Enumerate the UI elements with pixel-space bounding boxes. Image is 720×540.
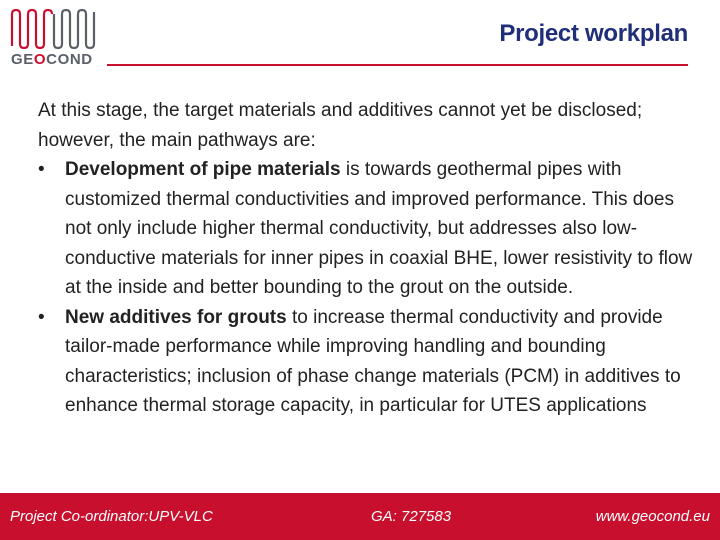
footer-bar bbox=[0, 493, 720, 540]
bullet-text: to increase thermal conductivity and provide tailor-made performance while improving handling and bounding characteristics; inclusion of phase change materials (PCM) in additives to enhance thermal storage capacity, in particular for UTES applications bbox=[65, 306, 681, 416]
bullet-heading: Development of pipe materials bbox=[65, 159, 341, 180]
logo-wordmark: GEOCOND bbox=[11, 51, 93, 68]
page-title: Project workplan bbox=[499, 20, 688, 47]
geocond-logo bbox=[6, 6, 102, 66]
footer-grant-agreement: GA: 727583 bbox=[371, 508, 452, 525]
geocond-wave-icon bbox=[6, 6, 102, 50]
pathway-list bbox=[38, 155, 698, 421]
bullet-heading: New additives for grouts bbox=[65, 306, 287, 328]
bullet-icon: • bbox=[38, 159, 45, 180]
intro-paragraph: At this stage, the target materials and additives cannot yet be disclosed; however, the main pathways are: bbox=[38, 100, 643, 151]
footer-website-link[interactable]: www.geocond.eu bbox=[595, 508, 710, 525]
list-item bbox=[38, 155, 698, 303]
footer-coordinator: Project Co-ordinator:UPV-VLC bbox=[10, 508, 213, 525]
header-divider bbox=[107, 64, 688, 66]
slide-body bbox=[38, 96, 698, 421]
bullet-icon: • bbox=[38, 306, 45, 328]
list-item bbox=[38, 303, 698, 421]
bullet-text: is towards geothermal pipes with customized thermal conductivities and improved performance. This does not only include higher thermal conductivity, but addresses also low-conductive materials for inner pipes in coaxial BHE, lower resistivity to flow at the inside and better bounding to the grout on the outside. bbox=[65, 159, 693, 298]
